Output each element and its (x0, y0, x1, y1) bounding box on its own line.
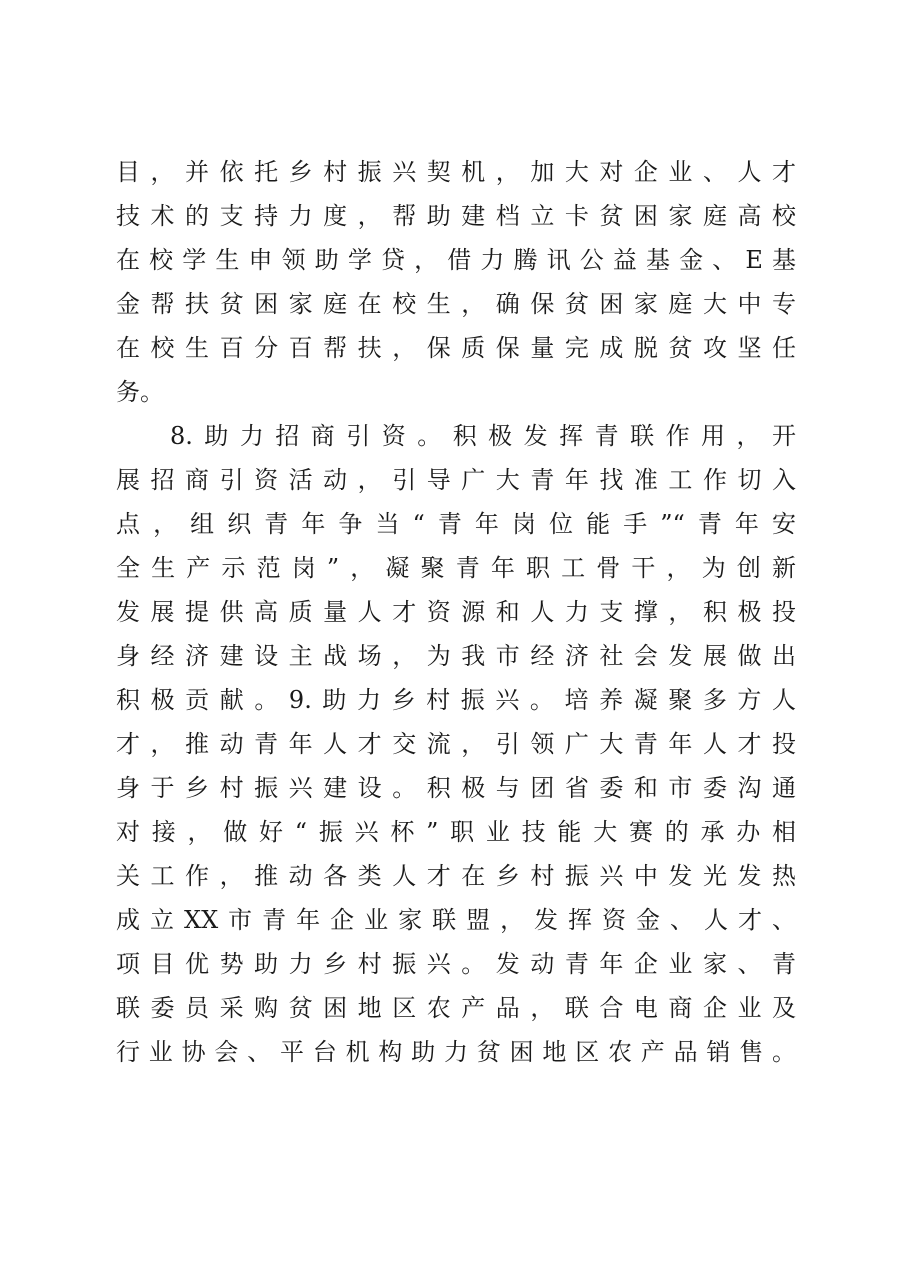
text-line: 务。 (116, 378, 164, 406)
text-line: 关工作，推动各类人才在乡村振兴中发光发热 (116, 862, 796, 890)
text-line: 项目优势助力乡村振兴。发动青年企业家、青 (116, 950, 796, 978)
text-line: 联委员采购贫困地区农产品，联合电商企业及 (116, 994, 796, 1022)
text-line: 成立XX市青年企业家联盟，发挥资金、人才、 (116, 906, 796, 934)
text-line: 目，并依托乡村振兴契机，加大对企业、人才 (116, 158, 796, 186)
paragraph-start-line: 8.助力招商引资。积极发挥青联作用，开 (170, 422, 796, 450)
text-line: 积极贡献。9.助力乡村振兴。培养凝聚多方人 (116, 686, 796, 714)
text-line: 全生产示范岗”，凝聚青年职工骨干，为创新 (116, 554, 796, 582)
text-line: 才，推动青年人才交流，引领广大青年人才投 (116, 730, 796, 758)
text-line: 展招商引资活动，引导广大青年找准工作切入 (116, 466, 796, 494)
text-line: 在校生百分百帮扶，保质保量完成脱贫攻坚任 (116, 334, 796, 362)
text-line: 身于乡村振兴建设。积极与团省委和市委沟通 (116, 774, 796, 802)
body-text (116, 150, 796, 1074)
text-line: 技术的支持力度，帮助建档立卡贫困家庭高校 (116, 202, 796, 230)
text-line: 在校学生申领助学贷，借力腾讯公益基金、E基 (116, 246, 796, 274)
text-line: 发展提供高质量人才资源和人力支撑，积极投 (116, 598, 796, 626)
text-line: 行业协会、平台机构助力贫困地区农产品销售。 (116, 1038, 796, 1066)
text-line: 点，组织青年争当“青年岗位能手”“青年安 (116, 510, 796, 538)
text-line: 金帮扶贫困家庭在校生，确保贫困家庭大中专 (116, 290, 796, 318)
text-line: 对接，做好“振兴杯”职业技能大赛的承办相 (116, 818, 796, 846)
text-line: 身经济建设主战场，为我市经济社会发展做出 (116, 642, 796, 670)
